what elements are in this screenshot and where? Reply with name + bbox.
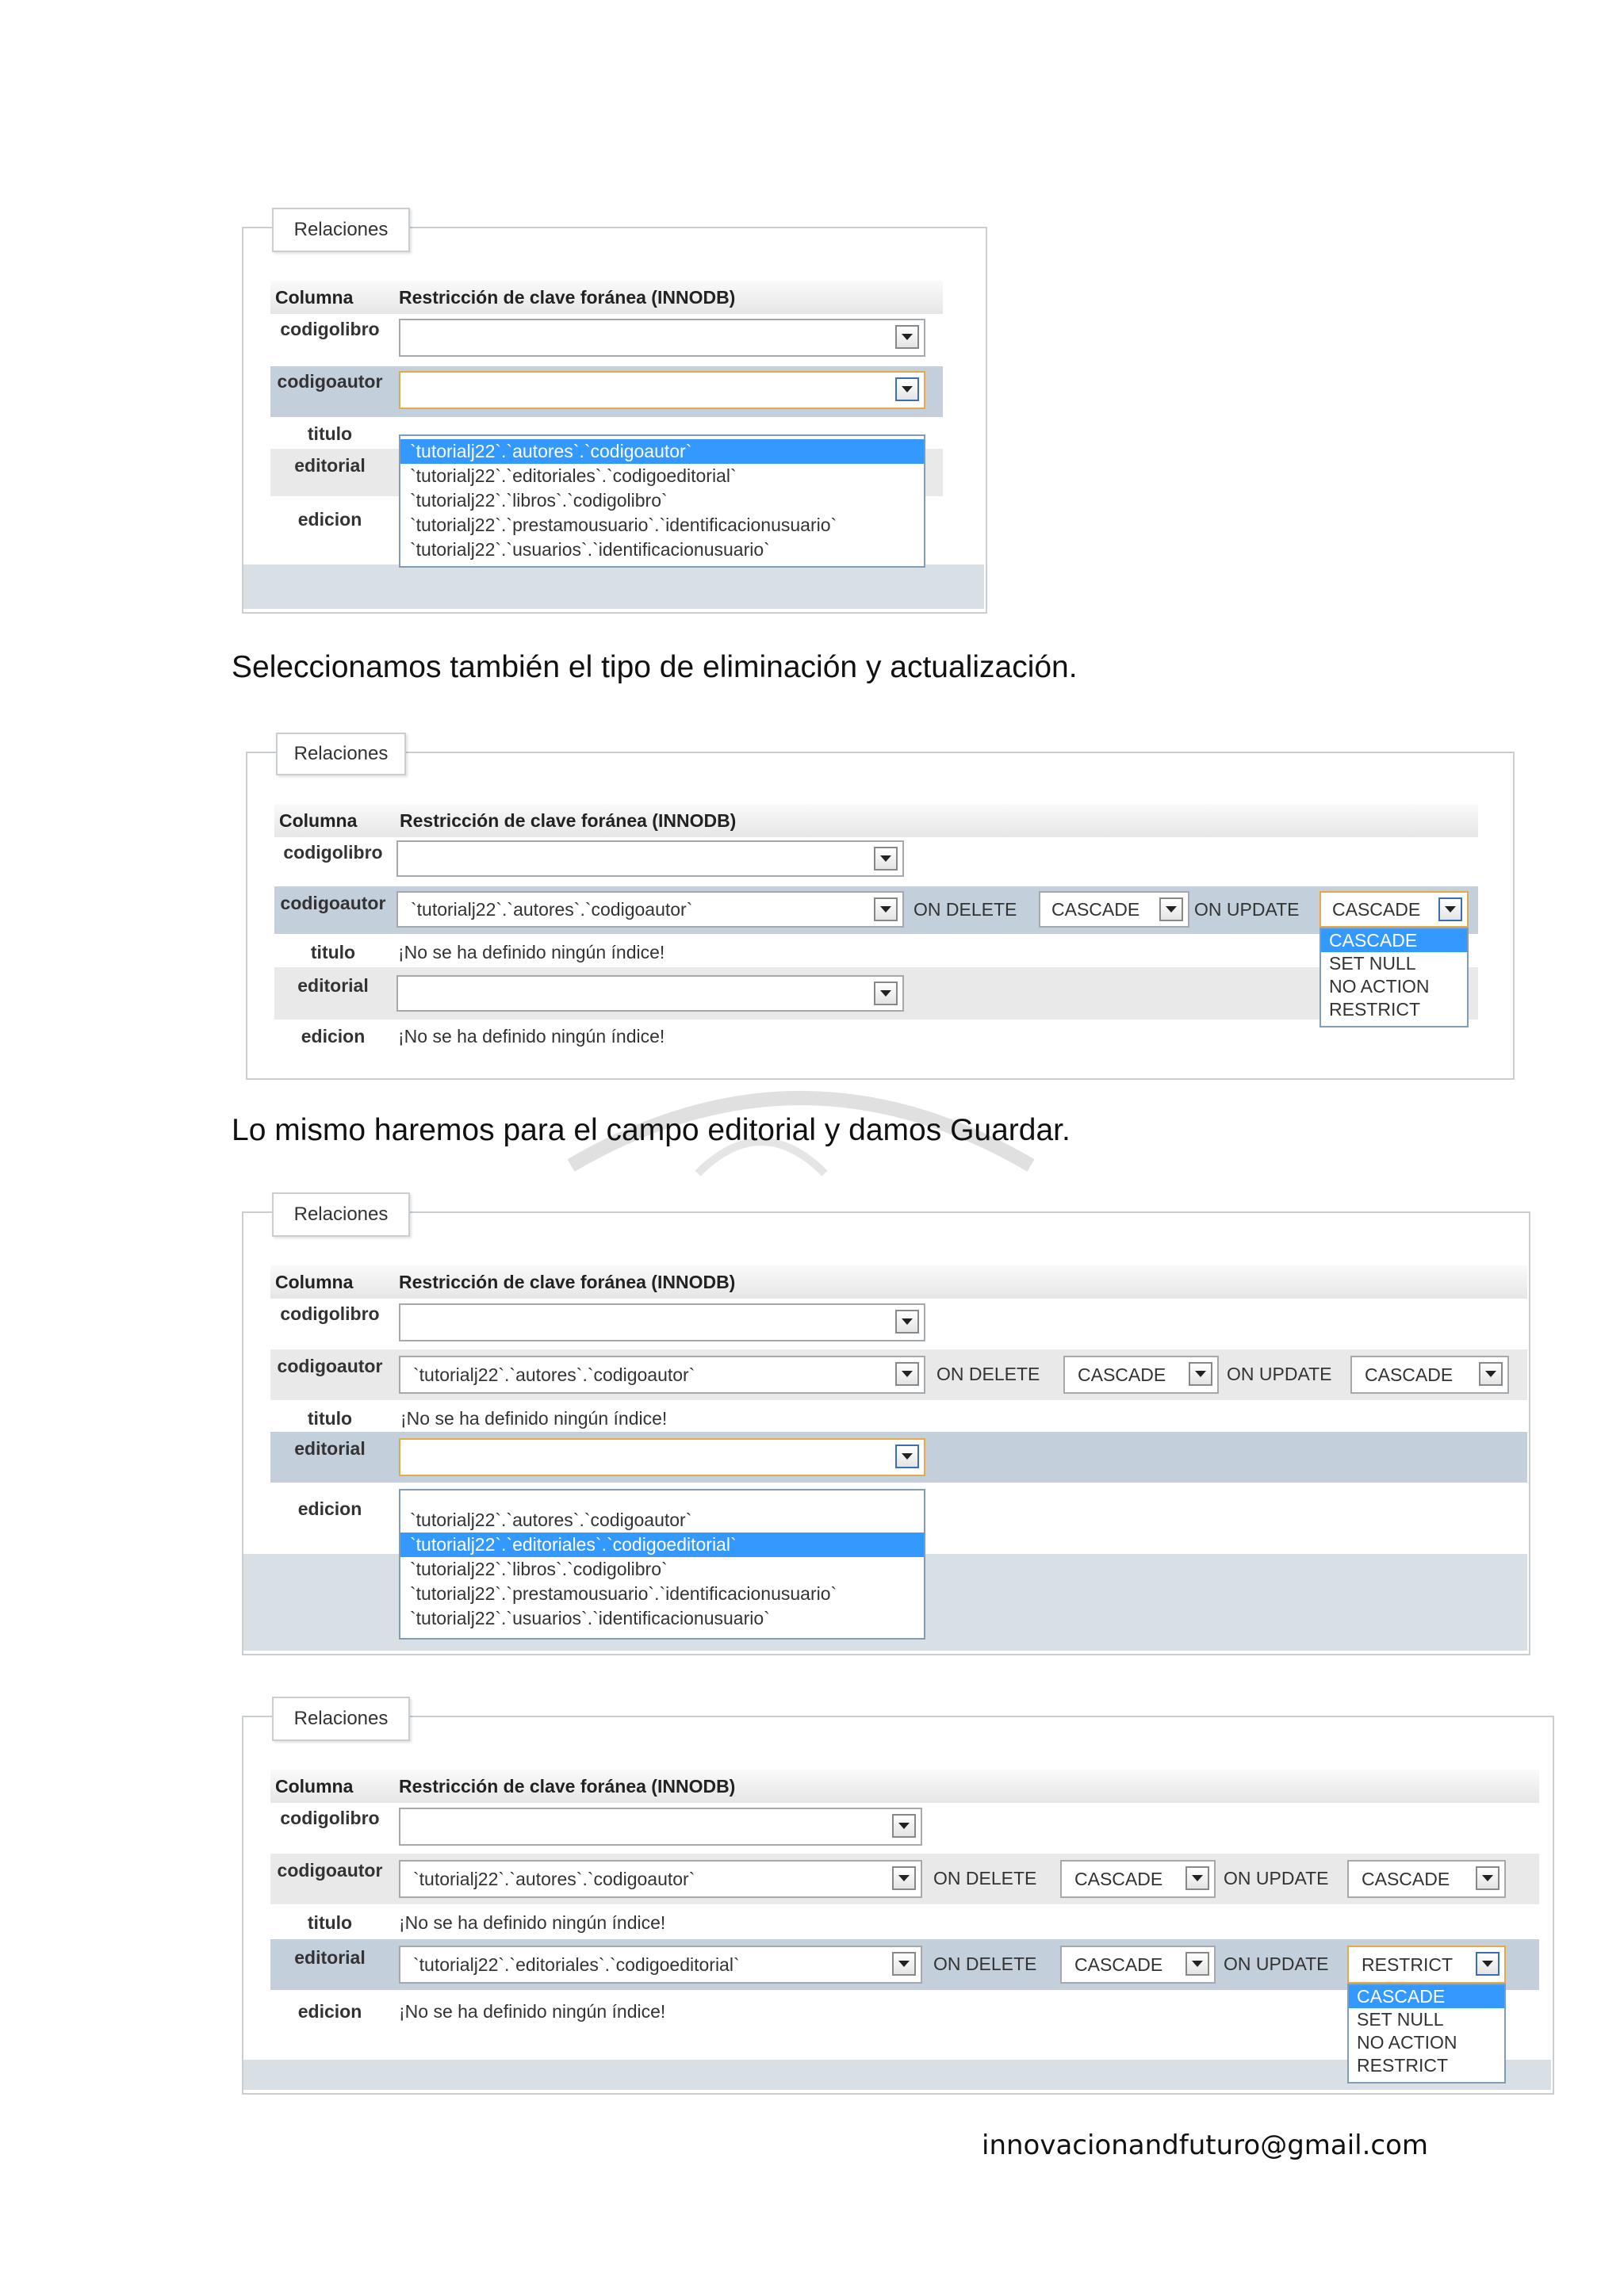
no-index-text: ¡No se ha definido ningún índice! <box>398 1026 665 1047</box>
screenshot-1 <box>242 208 987 612</box>
dropdown-option[interactable]: `tutorialj22`.`usuarios`.`identificacionusuario` <box>410 1608 770 1628</box>
screenshot-2 <box>246 733 1515 1081</box>
fk-select-codigolibro[interactable] <box>399 1303 925 1341</box>
no-index-text: ¡No se ha definido ningún índice! <box>399 2001 666 2022</box>
on-update-dropdown[interactable] <box>1320 928 1469 1027</box>
on-update-value: CASCADE <box>1365 1364 1454 1385</box>
dropdown-option[interactable]: `tutorialj22`.`libros`.`codigolibro` <box>410 1559 668 1579</box>
chevron-down-icon[interactable] <box>1476 1866 1500 1890</box>
on-update-select[interactable] <box>1350 1356 1509 1394</box>
dropdown-option[interactable]: CASCADE <box>1321 929 1467 952</box>
fk-select-codigoautor[interactable] <box>399 1860 922 1898</box>
on-delete-value: CASCADE <box>1074 1954 1163 1975</box>
row-name-editorial: editorial <box>294 1438 366 1459</box>
dropdown-option[interactable]: NO ACTION <box>1329 976 1430 997</box>
chevron-down-icon[interactable] <box>874 982 898 1005</box>
table-header <box>270 1770 1539 1803</box>
no-index-text: ¡No se ha definido ningún índice! <box>400 1408 668 1429</box>
row-name-edicion: edicion <box>297 509 362 530</box>
chevron-down-icon[interactable] <box>874 847 898 871</box>
chevron-down-icon[interactable] <box>892 1866 916 1890</box>
dropdown-option[interactable]: `tutorialj22`.`autores`.`codigoautor` <box>410 1510 692 1530</box>
table-header <box>270 1265 1527 1299</box>
on-delete-select[interactable] <box>1063 1356 1219 1394</box>
fk-dropdown-list[interactable] <box>399 1489 925 1640</box>
row-name-editorial: editorial <box>297 975 369 996</box>
on-update-select[interactable] <box>1320 891 1469 928</box>
row-name-titulo: titulo <box>307 423 353 444</box>
dropdown-option[interactable]: NO ACTION <box>1357 2032 1457 2053</box>
caption-2: Lo mismo haremos para el campo editorial y damos Guardar. <box>232 1113 1071 1147</box>
no-index-text: ¡No se ha definido ningún índice! <box>398 942 665 962</box>
on-delete-value: CASCADE <box>1074 1868 1163 1889</box>
chevron-down-icon[interactable] <box>895 1362 919 1386</box>
screenshot-4 <box>242 1697 1554 2093</box>
on-delete-label: ON DELETE <box>936 1364 1040 1384</box>
on-delete-label: ON DELETE <box>933 1954 1037 1974</box>
on-update-value: CASCADE <box>1332 898 1421 920</box>
fk-header: Restricción de clave foránea (INNODB) <box>400 809 737 831</box>
row-name-codigolibro: codigolibro <box>280 1808 380 1828</box>
row-name-titulo: titulo <box>307 1912 353 1933</box>
row-name-editorial: editorial <box>294 455 366 476</box>
fieldset-legend: Relaciones <box>276 733 406 775</box>
on-delete-select[interactable] <box>1060 1946 1216 1984</box>
dropdown-option[interactable]: SET NULL <box>1357 2009 1444 2030</box>
on-update-label: ON UPDATE <box>1227 1364 1332 1384</box>
chevron-down-icon[interactable] <box>1438 897 1462 921</box>
row-name-codigolibro: codigolibro <box>280 1303 380 1324</box>
fieldset-legend: Relaciones <box>272 208 410 252</box>
chevron-down-icon[interactable] <box>895 1310 919 1334</box>
chevron-down-icon[interactable] <box>1189 1362 1212 1386</box>
dropdown-option[interactable]: CASCADE <box>1349 1985 1504 2008</box>
chevron-down-icon[interactable] <box>1479 1362 1503 1386</box>
row-name-edicion: edicion <box>301 1026 366 1047</box>
on-update-label: ON UPDATE <box>1224 1954 1329 1974</box>
dropdown-option[interactable]: `tutorialj22`.`editoriales`.`codigoeditorial` <box>400 1533 924 1557</box>
on-delete-select[interactable] <box>1039 891 1189 928</box>
chevron-down-icon[interactable] <box>1185 1866 1209 1890</box>
dropdown-option[interactable]: `tutorialj22`.`editoriales`.`codigoeditorial` <box>410 465 737 486</box>
on-delete-label: ON DELETE <box>933 1868 1037 1888</box>
fk-header: Restricción de clave foránea (INNODB) <box>399 1775 736 1797</box>
fk-select-value: `tutorialj22`.`autores`.`codigoautor` <box>413 1364 695 1385</box>
on-update-select[interactable] <box>1347 1860 1506 1898</box>
fk-select-value: `tutorialj22`.`autores`.`codigoautor` <box>413 1868 695 1889</box>
no-index-text: ¡No se ha definido ningún índice! <box>399 1912 666 1933</box>
row-name-codigoautor: codigoautor <box>277 371 383 392</box>
on-update-dropdown[interactable] <box>1347 1984 1506 2084</box>
fk-select-codigolibro[interactable] <box>399 319 925 357</box>
screenshot-3 <box>242 1192 1530 1655</box>
fieldset-footer <box>243 564 984 609</box>
chevron-down-icon[interactable] <box>1185 1952 1209 1976</box>
on-delete-label: ON DELETE <box>914 899 1017 920</box>
on-delete-select[interactable] <box>1060 1860 1216 1898</box>
chevron-down-icon[interactable] <box>895 1445 919 1468</box>
on-delete-value: CASCADE <box>1051 898 1140 920</box>
row-name-titulo: titulo <box>310 942 356 962</box>
fk-select-codigolibro[interactable] <box>399 1808 922 1846</box>
fieldset-legend: Relaciones <box>272 1192 410 1237</box>
chevron-down-icon[interactable] <box>895 377 919 401</box>
column-header: Columna <box>279 809 358 831</box>
on-update-select[interactable] <box>1347 1946 1506 1984</box>
dropdown-option[interactable]: RESTRICT <box>1329 999 1420 1020</box>
fk-header: Restricción de clave foránea (INNODB) <box>399 286 736 308</box>
chevron-down-icon[interactable] <box>1159 897 1183 921</box>
fk-select-value: `tutorialj22`.`editoriales`.`codigoeditorial` <box>413 1954 740 1975</box>
row-name-codigolibro: codigolibro <box>280 319 380 339</box>
row-name-titulo: titulo <box>307 1408 353 1429</box>
dropdown-option[interactable]: `tutorialj22`.`prestamousuario`.`identificacionusuario` <box>410 515 837 535</box>
fk-select-codigoautor[interactable] <box>399 1356 925 1394</box>
dropdown-option[interactable]: RESTRICT <box>1357 2055 1448 2076</box>
row-name-codigoautor: codigoautor <box>277 1860 383 1881</box>
row-name-edicion: edicion <box>297 2001 362 2022</box>
dropdown-option[interactable]: `tutorialj22`.`libros`.`codigolibro` <box>410 490 668 511</box>
dropdown-option[interactable]: `tutorialj22`.`prestamousuario`.`identificacionusuario` <box>410 1583 837 1604</box>
table-header <box>274 804 1478 837</box>
fieldset-legend: Relaciones <box>272 1697 410 1741</box>
on-update-label: ON UPDATE <box>1194 899 1300 920</box>
column-header: Columna <box>275 1271 354 1292</box>
chevron-down-icon[interactable] <box>874 897 898 921</box>
fk-select-codigoautor[interactable] <box>399 371 925 409</box>
chevron-down-icon[interactable] <box>1476 1952 1500 1976</box>
chevron-down-icon[interactable] <box>892 1814 916 1838</box>
fk-dropdown-list[interactable] <box>399 434 925 568</box>
dropdown-option[interactable]: SET NULL <box>1329 953 1416 974</box>
row-name-codigolibro: codigolibro <box>283 842 383 863</box>
fk-header: Restricción de clave foránea (INNODB) <box>399 1271 736 1292</box>
on-update-value: RESTRICT <box>1362 1954 1453 1975</box>
chevron-down-icon[interactable] <box>895 325 919 349</box>
on-delete-value: CASCADE <box>1078 1364 1166 1385</box>
footer-email: innovacionandfuturo@gmail.com <box>982 2130 1429 2161</box>
on-update-value: CASCADE <box>1362 1868 1450 1889</box>
dropdown-option[interactable]: `tutorialj22`.`autores`.`codigoautor` <box>400 439 924 464</box>
fk-select-editorial[interactable] <box>396 975 904 1012</box>
dropdown-option[interactable]: `tutorialj22`.`usuarios`.`identificacionusuario` <box>410 539 770 560</box>
fk-select-value: `tutorialj22`.`autores`.`codigoautor` <box>411 898 693 920</box>
fk-select-editorial[interactable] <box>399 1946 922 1984</box>
row-name-codigoautor: codigoautor <box>280 893 386 913</box>
fk-select-editorial[interactable] <box>399 1438 925 1476</box>
on-update-label: ON UPDATE <box>1224 1868 1329 1888</box>
row-name-edicion: edicion <box>297 1498 362 1519</box>
fk-select-codigolibro[interactable] <box>396 840 904 877</box>
column-header: Columna <box>275 286 354 308</box>
column-header: Columna <box>275 1775 354 1797</box>
caption-1: Seleccionamos también el tipo de eliminación y actualización. <box>232 650 1078 684</box>
row-name-codigoautor: codigoautor <box>277 1356 383 1376</box>
chevron-down-icon[interactable] <box>892 1952 916 1976</box>
fk-select-codigoautor[interactable] <box>396 891 904 928</box>
row-name-editorial: editorial <box>294 1947 366 1968</box>
table-header <box>270 281 943 314</box>
